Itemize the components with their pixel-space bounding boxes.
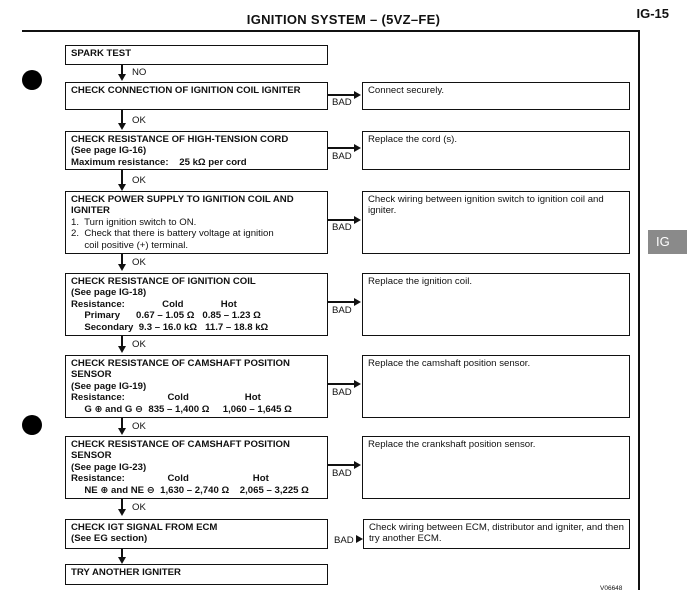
step-heading: SPARK TEST: [71, 48, 132, 59]
down-arrow: [118, 346, 126, 353]
ok-label: OK: [132, 339, 146, 350]
result-text: Replace the camshaft position sensor.: [368, 358, 531, 369]
bad-connector: [328, 301, 354, 303]
step-igt-signal: [65, 519, 328, 549]
down-arrow: [118, 557, 126, 564]
section-tab: IG: [648, 230, 687, 254]
step-detail: Secondary 9.3 – 16.0 kΩ 11.7 – 18.8 kΩ: [71, 321, 269, 333]
bad-connector: [328, 464, 354, 466]
result-box-crankshaft: [362, 436, 630, 499]
result-text: Replace the ignition coil.: [368, 276, 472, 287]
result-text: Check wiring between ECM, distributor and igniter, and then try another ECM.: [369, 522, 624, 545]
page-title: IGNITION SYSTEM – (5VZ–FE): [246, 12, 441, 27]
result-box-cord: [362, 131, 630, 170]
bad-label: BAD: [332, 387, 352, 398]
step-spark-test: [65, 45, 328, 65]
bad-connector: [328, 219, 354, 221]
step-heading: CHECK IGT SIGNAL FROM ECM: [71, 522, 218, 533]
down-arrow: [118, 509, 126, 516]
figure-id: V06648: [600, 585, 623, 592]
bad-label: BAD: [332, 305, 352, 316]
result-box-ecm: [363, 519, 630, 549]
result-box-camshaft: [362, 355, 630, 418]
step-detail: Maximum resistance: 25 kΩ per cord: [71, 156, 247, 168]
step-detail: Resistance: Cold Hot: [71, 392, 261, 404]
bad-connector: [328, 147, 354, 149]
page-number: IG-15: [636, 6, 669, 21]
bad-connector: [328, 94, 354, 96]
bad-label: BAD: [334, 535, 354, 546]
binder-hole-top: [22, 70, 42, 90]
connector-line: [121, 170, 123, 185]
binder-hole-bottom: [22, 415, 42, 435]
step-detail: Primary 0.67 – 1.05 Ω 0.85 – 1.23 Ω: [71, 310, 261, 322]
down-arrow: [118, 184, 126, 191]
result-text: Check wiring between ignition switch to ignition coil and igniter.: [368, 194, 604, 217]
no-label: NO: [132, 67, 147, 78]
bad-label: BAD: [332, 151, 352, 162]
result-text: Replace the crankshaft position sensor.: [368, 439, 536, 450]
step-heading: TRY ANOTHER IGNITER: [71, 567, 181, 578]
step-heading: CHECK RESISTANCE OF IGNITION COIL: [71, 276, 256, 287]
down-arrow: [118, 74, 126, 81]
step-heading: CHECK RESISTANCE OF HIGH-TENSION CORD: [71, 134, 289, 145]
ok-label: OK: [132, 502, 146, 513]
step-detail: (See page IG-23): [71, 461, 147, 473]
step-detail: NE ⊕ and NE ⊖ 1,630 – 2,740 Ω 2,065 – 3,225 Ω: [71, 484, 309, 496]
bad-connector: [328, 383, 354, 385]
step-detail: 2. Check that there is battery voltage at ignition: [71, 228, 274, 240]
step-power-supply: [65, 191, 328, 254]
step-heading: CHECK RESISTANCE OF CAMSHAFT POSITION SENSOR: [71, 439, 290, 462]
result-text: Replace the cord (s).: [368, 134, 458, 145]
result-box-power-supply: [362, 191, 630, 254]
step-heading: CHECK CONNECTION OF IGNITION COIL IGNITER: [71, 85, 301, 96]
step-detail: (See page IG-19): [71, 380, 147, 392]
down-arrow: [118, 123, 126, 130]
step-detail: (See page IG-18): [71, 287, 147, 299]
right-arrow: [356, 535, 363, 543]
right-arrow: [354, 380, 361, 388]
step-try-another-igniter: [65, 564, 328, 585]
right-arrow: [354, 298, 361, 306]
result-text: Connect securely.: [368, 85, 445, 96]
step-camshaft-sensor: [65, 355, 328, 418]
step-high-tension-cord: [65, 131, 328, 170]
down-arrow: [118, 264, 126, 271]
bad-label: BAD: [332, 468, 352, 479]
bad-label: BAD: [332, 97, 352, 108]
down-arrow: [118, 428, 126, 435]
step-crankshaft-sensor: [65, 436, 328, 499]
step-check-connection: [65, 82, 328, 110]
step-heading: CHECK POWER SUPPLY TO IGNITION COIL AND IGNITER: [71, 194, 294, 217]
header-rule: [22, 30, 640, 32]
step-detail: Resistance: Cold Hot: [71, 473, 269, 485]
ok-label: OK: [132, 115, 146, 126]
ok-label: OK: [132, 421, 146, 432]
step-heading: CHECK RESISTANCE OF CAMSHAFT POSITION SENSOR: [71, 358, 290, 381]
result-box-ignition-coil: [362, 273, 630, 336]
ok-label: OK: [132, 257, 146, 268]
right-arrow: [354, 91, 361, 99]
step-detail: G ⊕ and G ⊖ 835 – 1,400 Ω 1,060 – 1,645 Ω: [71, 403, 292, 415]
right-arrow: [354, 144, 361, 152]
step-detail: 1. Turn ignition switch to ON.: [71, 216, 197, 228]
bad-label: BAD: [332, 222, 352, 233]
step-detail: (See EG section): [71, 533, 148, 545]
ok-label: OK: [132, 175, 146, 186]
step-detail: (See page IG-16): [71, 145, 147, 157]
connector-line: [121, 110, 123, 124]
right-arrow: [354, 216, 361, 224]
margin-rule: [638, 30, 640, 590]
step-ignition-coil: [65, 273, 328, 336]
right-arrow: [354, 461, 361, 469]
result-box-connection: [362, 82, 630, 110]
step-detail: Resistance: Cold Hot: [71, 298, 237, 310]
step-detail: coil positive (+) terminal.: [71, 239, 189, 251]
